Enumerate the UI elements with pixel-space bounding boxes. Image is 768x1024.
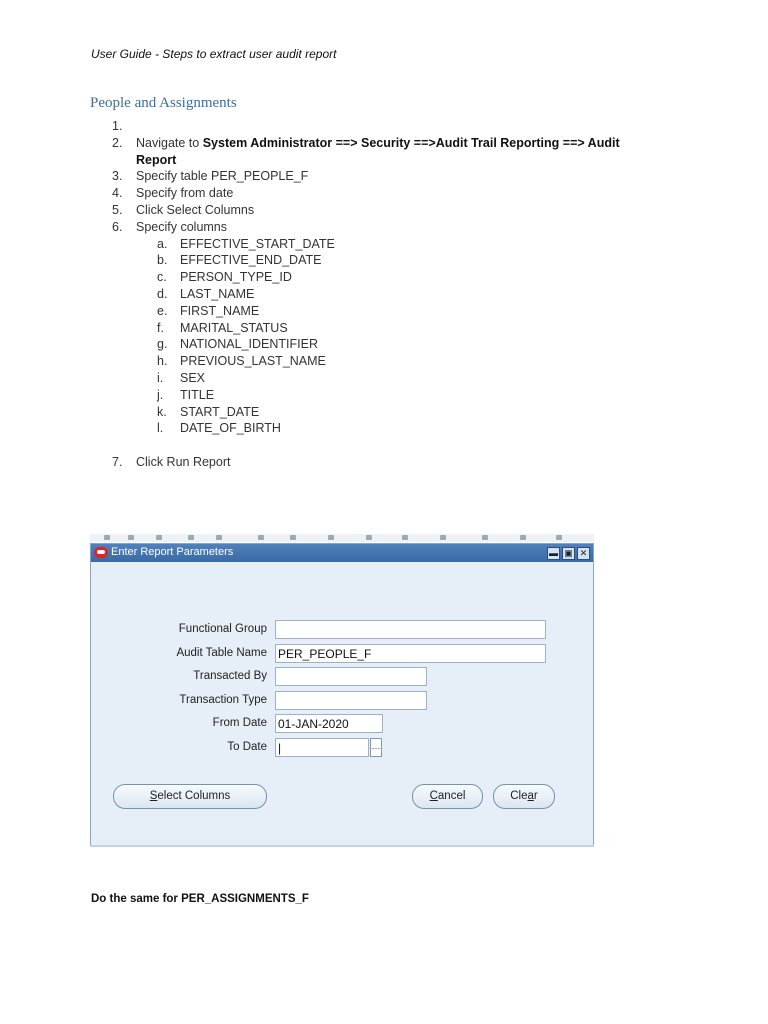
column-name: EFFECTIVE_END_DATE bbox=[180, 253, 322, 268]
column-letter: l. bbox=[157, 421, 164, 436]
column-letter: g. bbox=[157, 337, 168, 352]
step-number: 3. bbox=[112, 169, 123, 184]
transaction-type-field[interactable] bbox=[275, 691, 427, 710]
to-date-field[interactable]: | bbox=[275, 738, 369, 757]
window-titlebar[interactable] bbox=[91, 544, 593, 562]
report-parameters-screenshot bbox=[90, 534, 594, 847]
functional-group-label: Functional Group bbox=[178, 623, 267, 635]
transaction-type-label: Transaction Type bbox=[179, 694, 267, 706]
column-name: START_DATE bbox=[180, 404, 260, 419]
close-button[interactable]: ✕ bbox=[577, 547, 590, 560]
to-date-lov-button[interactable]: … bbox=[370, 738, 382, 757]
column-name: TITLE bbox=[180, 387, 215, 402]
step-number: 5. bbox=[112, 202, 123, 217]
column-name: MARITAL_STATUS bbox=[180, 320, 288, 335]
step-number: 4. bbox=[112, 186, 123, 201]
toolbar-strip bbox=[90, 534, 594, 542]
step-number: 1. bbox=[112, 119, 123, 133]
step-text bbox=[136, 135, 620, 152]
column-name: SEX bbox=[180, 370, 206, 385]
step-text: Click Run Report bbox=[136, 454, 231, 469]
from-date-field[interactable]: 01-JAN-2020 bbox=[275, 714, 383, 733]
navigation-path: System Administrator ==> Security ==>Audit Trail Reporting ==> Audit bbox=[202, 135, 620, 150]
step-number: 6. bbox=[112, 219, 123, 234]
audit-table-name-field[interactable]: PER_PEOPLE_F bbox=[275, 644, 546, 663]
step-number: 7. bbox=[112, 454, 123, 469]
column-letter: b. bbox=[157, 253, 168, 268]
column-letter: d. bbox=[157, 286, 168, 301]
transacted-by-label: Transacted By bbox=[193, 670, 267, 682]
section-title: People and Assignments bbox=[90, 95, 237, 111]
column-letter: h. bbox=[157, 354, 168, 369]
column-letter: j. bbox=[157, 387, 164, 402]
footer-note: Do the same for PER_ASSIGNMENTS_F bbox=[91, 893, 309, 905]
minimize-button[interactable]: ▬ bbox=[549, 548, 558, 558]
select-columns-button[interactable]: Select Columns bbox=[113, 784, 267, 809]
navigation-path-end: Report bbox=[136, 152, 177, 167]
column-letter: i. bbox=[157, 370, 164, 385]
column-name: NATIONAL_IDENTIFIER bbox=[180, 337, 318, 352]
window-title: Enter Report Parameters bbox=[111, 546, 234, 558]
maximize-button[interactable]: ▣ bbox=[562, 547, 575, 560]
column-letter: e. bbox=[157, 303, 168, 318]
transacted-by-field[interactable] bbox=[275, 667, 427, 686]
column-letter: f. bbox=[157, 320, 164, 335]
oracle-logo-icon bbox=[94, 547, 108, 558]
column-letter: c. bbox=[157, 270, 167, 285]
from-date-label: From Date bbox=[212, 717, 267, 729]
column-name: EFFECTIVE_START_DATE bbox=[180, 236, 335, 251]
cancel-button[interactable]: Cancel bbox=[412, 784, 483, 809]
column-letter: k. bbox=[157, 404, 167, 419]
step-text: Click Select Columns bbox=[136, 202, 255, 217]
column-letter: a. bbox=[157, 236, 168, 251]
functional-group-field[interactable] bbox=[275, 620, 546, 639]
step-text: Specify from date bbox=[136, 186, 234, 201]
step-text: Specify columns bbox=[136, 219, 228, 234]
audit-table-name-label: Audit Table Name bbox=[176, 647, 267, 659]
column-name: FIRST_NAME bbox=[180, 303, 260, 318]
column-name: PREVIOUS_LAST_NAME bbox=[180, 354, 326, 369]
column-name: LAST_NAME bbox=[180, 286, 255, 301]
window-bottom-edge bbox=[90, 845, 594, 847]
column-name: DATE_OF_BIRTH bbox=[180, 421, 281, 436]
document-header: User Guide - Steps to extract user audit report bbox=[91, 47, 337, 61]
column-name: PERSON_TYPE_ID bbox=[180, 270, 292, 285]
step-prefix: Navigate to bbox=[136, 135, 203, 150]
to-date-label: To Date bbox=[227, 741, 267, 753]
clear-button[interactable]: Clear bbox=[493, 784, 555, 809]
step-number: 2. bbox=[112, 135, 123, 150]
report-parameters-window bbox=[90, 543, 594, 847]
step-text: Specify table PER_PEOPLE_F bbox=[136, 169, 309, 184]
